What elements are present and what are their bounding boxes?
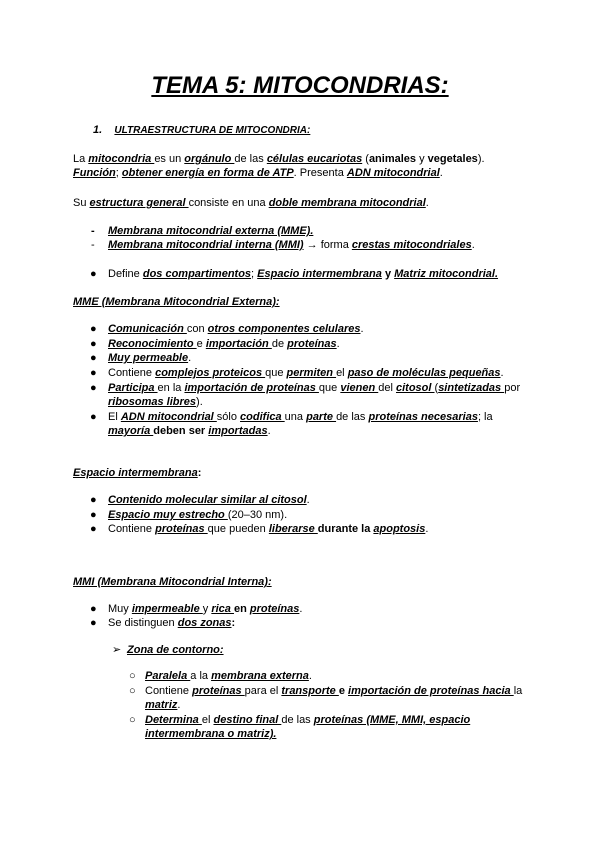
heading-colon: : <box>197 467 202 479</box>
mme-item-2 <box>108 337 340 351</box>
ei-item-1 <box>108 493 310 507</box>
text: ; <box>115 167 122 179</box>
text: . <box>308 670 312 682</box>
term: Comunicación <box>108 323 187 335</box>
term: Reconocimiento <box>108 338 197 350</box>
text: ). <box>477 153 485 165</box>
ei-item-3 <box>108 522 428 536</box>
text: → forma <box>303 239 352 251</box>
term: doble membrana mitocondrial <box>268 197 426 209</box>
bullet-marker: ● <box>90 382 97 394</box>
text: . <box>299 603 303 615</box>
term: citosol <box>396 382 435 394</box>
dash-marker: - <box>91 225 95 237</box>
circle-marker: ○ <box>129 670 136 682</box>
text: en la <box>157 382 185 394</box>
term: vienen <box>340 382 379 394</box>
term: Paralela <box>145 670 191 682</box>
heading-text: MME (Membrana Mitocondrial Externa): <box>73 296 280 308</box>
mmi-item-2 <box>108 616 235 630</box>
zone-item-1 <box>145 669 312 683</box>
text: Muy <box>108 603 132 615</box>
term: dos compartimentos <box>142 268 252 280</box>
text: . <box>425 523 429 535</box>
term: paso de moléculas pequeñas <box>347 367 501 379</box>
text: ( <box>434 382 439 394</box>
intro-line-3 <box>73 196 429 210</box>
text: Contiene <box>108 367 156 379</box>
text: . <box>360 323 364 335</box>
arrow-marker: ➢ <box>112 644 122 656</box>
heading-text: Espacio intermembrana <box>73 467 198 479</box>
term: obtener energía en forma de ATP <box>121 167 294 179</box>
text: . <box>336 338 340 350</box>
term: vegetales <box>427 153 478 165</box>
text: el <box>201 714 214 726</box>
text: Contiene <box>108 523 156 535</box>
text: . <box>471 239 475 251</box>
term: membrana externa <box>211 670 309 682</box>
term: impermeable <box>131 603 203 615</box>
text: . Presenta <box>293 167 347 179</box>
text: . <box>306 494 310 506</box>
text: (20–30 nm). <box>227 509 288 521</box>
term: sintetizadas <box>438 382 505 394</box>
term: importación de proteínas <box>184 382 319 394</box>
text: Define <box>108 268 143 280</box>
term: matriz <box>145 699 178 711</box>
term: rica <box>211 603 234 615</box>
ei-heading <box>73 466 201 480</box>
term: permiten <box>286 367 337 379</box>
term: destino final <box>213 714 282 726</box>
mme-item-5-cont <box>108 395 203 409</box>
text: es un <box>154 153 185 165</box>
mme-item-5 <box>108 381 520 395</box>
bullet-marker: ● <box>90 411 97 423</box>
zone-item-3 <box>145 713 470 727</box>
text: consiste en una <box>188 197 269 209</box>
text: El <box>108 411 121 423</box>
term: crestas mitocondriales <box>351 239 472 251</box>
bullet-marker: ● <box>90 617 97 629</box>
page-title: TEMA 5: MITOCONDRIAS: <box>151 72 449 99</box>
text: que pueden <box>207 523 269 535</box>
text: e <box>338 685 349 697</box>
text: de <box>271 338 288 350</box>
text: ; <box>251 268 258 280</box>
bullet-marker: ● <box>90 367 97 379</box>
bullet-marker: ● <box>90 352 97 364</box>
text: con <box>186 323 208 335</box>
intro-line-1 <box>73 152 485 166</box>
term: Función <box>73 167 116 179</box>
term: transporte <box>281 685 339 697</box>
zone-item-2 <box>145 684 522 698</box>
mme-item-3 <box>108 351 191 365</box>
term: dos zonas <box>177 617 232 629</box>
term: mitocondria <box>88 153 155 165</box>
term: Espacio intermembrana <box>257 268 382 280</box>
text: sólo <box>216 411 241 423</box>
term: apoptosis <box>373 523 426 535</box>
term: ADN mitocondrial <box>120 411 217 423</box>
term: importación de proteínas <box>348 685 483 697</box>
term: Muy permeable <box>108 352 189 364</box>
term: ADN mitocondrial <box>346 167 440 179</box>
text: . <box>439 167 443 179</box>
term: mayoría <box>108 425 154 437</box>
mme-item-6 <box>108 410 493 424</box>
term: animales <box>368 153 417 165</box>
membrane-item-1 <box>108 224 313 238</box>
bullet-marker: ● <box>90 523 97 535</box>
ei-item-2 <box>108 508 287 522</box>
term: importación <box>205 338 272 350</box>
text: y <box>381 268 395 280</box>
text: deben ser <box>153 425 209 437</box>
text: de las <box>234 153 267 165</box>
text: : <box>231 617 236 629</box>
term: proteínas (MME, MMI, espacio <box>313 714 471 726</box>
term: Matriz mitocondrial. <box>394 268 499 280</box>
text: en <box>233 603 250 615</box>
term: células eucariotas <box>266 153 363 165</box>
text: de las <box>281 714 314 726</box>
text: por <box>504 382 521 394</box>
text: ( <box>362 153 369 165</box>
text: . <box>267 425 271 437</box>
text: el <box>336 367 348 379</box>
term: proteínas <box>249 603 300 615</box>
term: hacia <box>482 685 514 697</box>
zone-item-3-cont <box>145 727 276 741</box>
text: e <box>196 338 206 350</box>
term: proteínas <box>155 523 208 535</box>
text: a la <box>190 670 212 682</box>
heading-text: MMI (Membrana Mitocondrial Interna): <box>73 576 272 588</box>
text: La <box>73 153 89 165</box>
term: orgánulo <box>184 153 235 165</box>
section-number: 1. <box>93 124 103 136</box>
term: parte <box>306 411 337 423</box>
zone-title: Zona de contorno: <box>127 644 224 656</box>
circle-marker: ○ <box>129 685 136 697</box>
term: proteínas <box>192 685 245 697</box>
term: Membrana mitocondrial interna (MMI) <box>108 239 304 251</box>
section-heading <box>93 123 310 138</box>
text: la <box>513 685 523 697</box>
bullet-marker: ● <box>90 603 97 615</box>
text: . <box>425 197 429 209</box>
term: estructura general <box>89 197 189 209</box>
term: intermembrana o matriz). <box>145 728 277 740</box>
circle-marker: ○ <box>129 714 136 726</box>
text: para el <box>244 685 282 697</box>
term: otros componentes celulares <box>207 323 361 335</box>
term: Determina <box>145 714 202 726</box>
text: Su <box>73 197 90 209</box>
zone-item-2-cont <box>145 698 180 712</box>
bullet-marker: ● <box>90 494 97 506</box>
text: del <box>378 382 396 394</box>
term: Participa <box>108 382 158 394</box>
term: codifica <box>240 411 285 423</box>
term: Membrana mitocondrial externa (MME). <box>108 225 314 237</box>
mme-heading <box>73 295 280 309</box>
term: liberarse <box>268 523 318 535</box>
mmi-item-1 <box>108 602 302 616</box>
text: ). <box>196 396 203 408</box>
text: que <box>318 382 341 394</box>
bullet-marker: ● <box>90 509 97 521</box>
term: ribosomas libres <box>108 396 197 408</box>
bullet-marker: ● <box>90 268 97 280</box>
text: y <box>416 153 428 165</box>
mme-item-6-cont <box>108 424 271 438</box>
text: . <box>177 699 181 711</box>
bullet-marker: ● <box>90 338 97 350</box>
text: ; la <box>477 411 493 423</box>
term: Espacio muy estrecho <box>108 509 228 521</box>
text: . <box>188 352 192 364</box>
text: Se distinguen <box>108 617 178 629</box>
term: proteínas necesarias <box>368 411 478 423</box>
compartments-item <box>108 267 498 281</box>
term: importadas <box>208 425 268 437</box>
mmi-heading <box>73 575 272 589</box>
bullet-marker: ● <box>90 323 97 335</box>
membrane-item-2 <box>108 238 475 252</box>
text: que <box>265 367 287 379</box>
text: Contiene <box>145 685 193 697</box>
mme-item-4 <box>108 366 504 380</box>
zone-heading <box>127 643 224 657</box>
term: proteínas <box>287 338 337 350</box>
section-title: ULTRAESTRUCTURA DE MITOCONDRIA: <box>114 125 311 136</box>
text: de las <box>336 411 369 423</box>
text: y <box>202 603 212 615</box>
text: . <box>500 367 504 379</box>
intro-line-2 <box>73 166 443 180</box>
term: Contenido molecular similar al citosol <box>108 494 307 506</box>
text: durante la <box>317 523 374 535</box>
mme-item-1 <box>108 322 364 336</box>
dash-marker: - <box>91 239 95 251</box>
text: una <box>284 411 307 423</box>
term: complejos proteicos <box>155 367 266 379</box>
